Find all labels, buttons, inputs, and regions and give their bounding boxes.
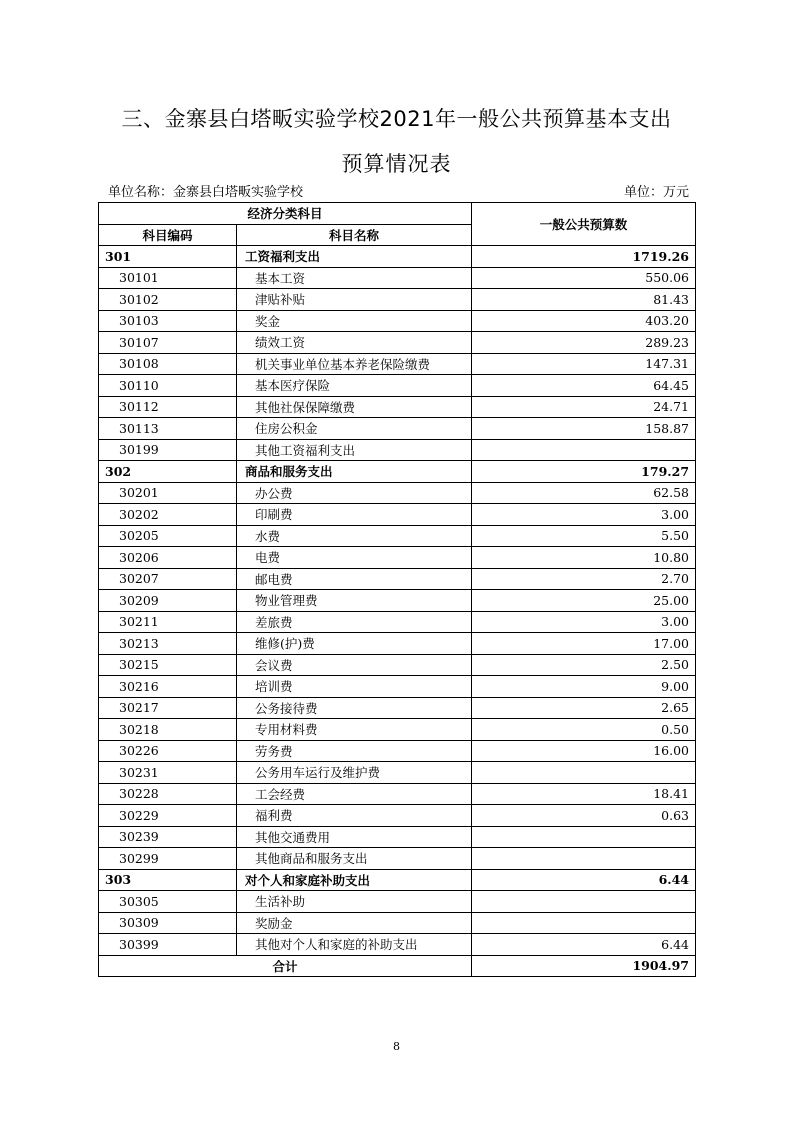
row-code: 30228 [99, 783, 237, 805]
total-row [99, 955, 696, 977]
row-name: 电费 [237, 547, 472, 569]
row-code: 30206 [99, 547, 237, 569]
row-amount: 18.41 [472, 783, 696, 805]
row-code: 30201 [99, 482, 237, 504]
row-amount: 16.00 [472, 740, 696, 762]
row-name: 印刷费 [237, 504, 472, 526]
row-amount: 147.31 [472, 353, 696, 375]
row-amount: 3.00 [472, 504, 696, 526]
row-code: 30112 [99, 396, 237, 418]
row-amount: 6.44 [472, 869, 696, 891]
row-code: 30299 [99, 848, 237, 870]
row-code: 30205 [99, 525, 237, 547]
row-name: 办公费 [237, 482, 472, 504]
row-name: 物业管理费 [237, 590, 472, 612]
table-row [99, 611, 696, 633]
table-row [99, 912, 696, 934]
table-row [99, 719, 696, 741]
table-row [99, 934, 696, 956]
row-name: 其他商品和服务支出 [237, 848, 472, 870]
row-amount [472, 762, 696, 784]
row-amount: 0.50 [472, 719, 696, 741]
row-name: 工会经费 [237, 783, 472, 805]
row-name: 津贴补贴 [237, 289, 472, 311]
table-row [99, 525, 696, 547]
row-code: 30218 [99, 719, 237, 741]
row-amount: 550.06 [472, 267, 696, 289]
row-amount: 3.00 [472, 611, 696, 633]
row-amount: 158.87 [472, 418, 696, 440]
row-amount: 403.20 [472, 310, 696, 332]
table-row [99, 482, 696, 504]
row-name: 其他交通费用 [237, 826, 472, 848]
budget-table [98, 202, 696, 977]
row-name: 对个人和家庭补助支出 [237, 869, 472, 891]
table-row [99, 654, 696, 676]
row-amount: 64.45 [472, 375, 696, 397]
row-name: 生活补助 [237, 891, 472, 913]
unit-name: 单位名称：金寨县白塔畈实验学校 [108, 185, 304, 200]
row-code: 30107 [99, 332, 237, 354]
row-amount [472, 912, 696, 934]
table-row [99, 289, 696, 311]
table-row [99, 805, 696, 827]
row-amount [472, 439, 696, 461]
row-code: 30226 [99, 740, 237, 762]
unit-currency: 单位：万元 [623, 185, 689, 200]
table-row [99, 332, 696, 354]
category-row [99, 869, 696, 891]
row-amount [472, 848, 696, 870]
row-amount: 24.71 [472, 396, 696, 418]
header-code: 科目编码 [99, 224, 237, 246]
row-name: 专用材料费 [237, 719, 472, 741]
row-amount: 9.00 [472, 676, 696, 698]
report-subtitle: 预算情况表 [341, 152, 452, 176]
row-name: 维修(护)费 [237, 633, 472, 655]
row-amount: 0.63 [472, 805, 696, 827]
row-amount: 179.27 [472, 461, 696, 483]
table-row [99, 375, 696, 397]
row-code: 301 [99, 246, 237, 268]
row-code: 30239 [99, 826, 237, 848]
row-code: 30202 [99, 504, 237, 526]
table-row [99, 697, 696, 719]
table-row [99, 310, 696, 332]
category-row [99, 461, 696, 483]
row-code: 30199 [99, 439, 237, 461]
row-code: 30229 [99, 805, 237, 827]
row-amount: 2.70 [472, 568, 696, 590]
row-name: 机关事业单位基本养老保险缴费 [237, 353, 472, 375]
row-amount: 62.58 [472, 482, 696, 504]
category-row [99, 246, 696, 268]
row-name: 水费 [237, 525, 472, 547]
row-amount: 5.50 [472, 525, 696, 547]
header-name: 科目名称 [237, 224, 472, 246]
row-code: 30209 [99, 590, 237, 612]
table-row [99, 504, 696, 526]
row-name: 奖金 [237, 310, 472, 332]
row-name: 培训费 [237, 676, 472, 698]
row-code: 30113 [99, 418, 237, 440]
row-code: 30215 [99, 654, 237, 676]
table-row [99, 783, 696, 805]
row-name: 公务接待费 [237, 697, 472, 719]
row-name: 福利费 [237, 805, 472, 827]
row-name: 会议费 [237, 654, 472, 676]
row-code: 302 [99, 461, 237, 483]
row-code: 30110 [99, 375, 237, 397]
table-row [99, 267, 696, 289]
row-amount: 1719.26 [472, 246, 696, 268]
table-row [99, 568, 696, 590]
row-code: 30211 [99, 611, 237, 633]
total-amount: 1904.97 [472, 955, 696, 977]
table-row [99, 547, 696, 569]
row-amount: 6.44 [472, 934, 696, 956]
total-label: 合计 [99, 955, 472, 977]
row-code: 30399 [99, 934, 237, 956]
row-name: 邮电费 [237, 568, 472, 590]
row-name: 差旅费 [237, 611, 472, 633]
table-row [99, 396, 696, 418]
row-name: 商品和服务支出 [237, 461, 472, 483]
row-code: 30305 [99, 891, 237, 913]
row-name: 住房公积金 [237, 418, 472, 440]
row-name: 公务用车运行及维护费 [237, 762, 472, 784]
row-amount [472, 826, 696, 848]
page-number: 8 [393, 1040, 400, 1053]
row-name: 基本医疗保险 [237, 375, 472, 397]
row-code: 30207 [99, 568, 237, 590]
row-amount: 10.80 [472, 547, 696, 569]
report-title: 三、金寨县白塔畈实验学校2021年一般公共预算基本支出 [121, 107, 672, 131]
row-name: 其他社保保障缴费 [237, 396, 472, 418]
row-name: 基本工资 [237, 267, 472, 289]
table-row [99, 439, 696, 461]
table-row [99, 740, 696, 762]
table-body [99, 246, 696, 956]
row-code: 30102 [99, 289, 237, 311]
row-amount: 2.50 [472, 654, 696, 676]
table-row [99, 676, 696, 698]
table-row [99, 633, 696, 655]
row-code: 30108 [99, 353, 237, 375]
table-row [99, 891, 696, 913]
row-code: 30217 [99, 697, 237, 719]
table-row [99, 590, 696, 612]
row-amount: 289.23 [472, 332, 696, 354]
table-row [99, 848, 696, 870]
table-row [99, 826, 696, 848]
header-amount: 一般公共预算数 [472, 203, 696, 246]
row-code: 30103 [99, 310, 237, 332]
row-code: 30101 [99, 267, 237, 289]
header-economic-class: 经济分类科目 [99, 203, 472, 225]
row-code: 30213 [99, 633, 237, 655]
table-row [99, 418, 696, 440]
row-code: 30216 [99, 676, 237, 698]
row-amount: 81.43 [472, 289, 696, 311]
row-name: 其他工资福利支出 [237, 439, 472, 461]
row-code: 30231 [99, 762, 237, 784]
table-row [99, 762, 696, 784]
row-name: 其他对个人和家庭的补助支出 [237, 934, 472, 956]
row-name: 劳务费 [237, 740, 472, 762]
row-name: 工资福利支出 [237, 246, 472, 268]
row-name: 奖励金 [237, 912, 472, 934]
row-code: 30309 [99, 912, 237, 934]
row-amount [472, 891, 696, 913]
row-amount: 17.00 [472, 633, 696, 655]
row-name: 绩效工资 [237, 332, 472, 354]
table-row [99, 353, 696, 375]
row-amount: 2.65 [472, 697, 696, 719]
row-code: 303 [99, 869, 237, 891]
row-amount: 25.00 [472, 590, 696, 612]
